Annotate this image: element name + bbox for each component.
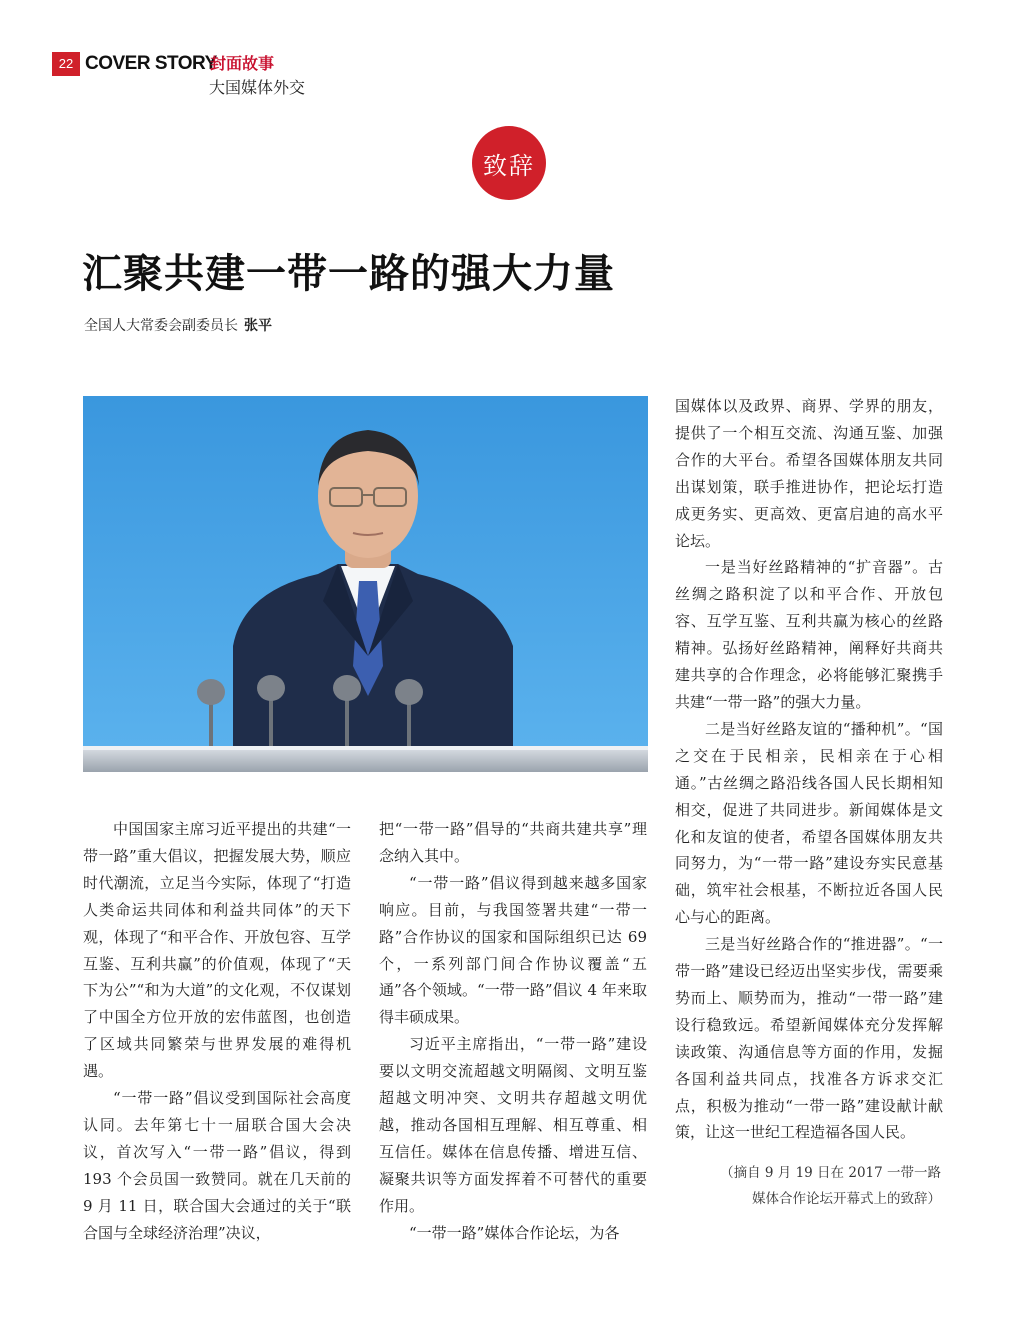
article-column-2	[379, 816, 647, 1247]
paragraph: 一是当好丝路精神的“扩音器”。古丝绸之路积淀了以和平合作、开放包容、互学互鉴、互利共赢为核心的丝路精神。弘扬好丝路精神，阐释好共商共建共享的合作理念，必将能够汇聚携手共建“一带一路”的强大力量。	[675, 558, 943, 711]
byline	[84, 316, 272, 336]
article-column-3	[675, 393, 943, 1146]
page-number: 22	[52, 52, 80, 76]
source-note	[675, 1160, 941, 1212]
subsection-label: 大国媒体外交	[209, 78, 306, 97]
byline-role: 全国人大常委会副委员长	[84, 318, 238, 334]
section-label-cn: 封面故事	[210, 54, 275, 73]
paragraph: “一带一路”倡议得到越来越多国家响应。目前，与我国签署共建“一带一路”合作协议的国家和国际组织已达 69 个，一系列部门间合作协议覆盖“五通”各个领域。“一带一路”倡议 4 年来取得丰硕成果。	[379, 873, 647, 1027]
paragraph: “一带一路”媒体合作论坛，为各	[409, 1223, 620, 1242]
byline-name: 张平	[244, 318, 272, 334]
paragraph: “一带一路”倡议受到国际社会高度认同。去年第七十一届联合国大会决议，首次写入“一带一路”倡议，得到 193 个会员国一致赞同。就在几天前的 9 月 11 日，联合国大会通过的关于“联合国与全球经济治理”决议，	[83, 1089, 351, 1242]
speaker-illustration	[83, 396, 648, 772]
paragraph: 中国国家主席习近平提出的共建“一带一路”重大倡议，把握发展大势，顺应时代潮流，立足当今实际，体现了“打造人类命运共同体和利益共同体”的天下观，体现了“和平合作、开放包容、互学互鉴、互利共赢”的价值观，体现了“天下为公”“和为大道”的文化观，不仅谋划了中国全方位开放的宏伟蓝图，也创造了区域共同繁荣与世界发展的难得机遇。	[83, 820, 351, 1081]
section-label-en: COVER STORY	[85, 53, 217, 74]
paragraph: 把“一带一路”倡导的“共商共建共享”理念纳入其中。	[379, 820, 647, 865]
speaker-photo	[83, 396, 648, 772]
source-note-line: 媒体合作论坛开幕式上的致辞）	[752, 1191, 941, 1207]
source-note-line: （摘自 9 月 19 日在 2017 一带一路	[720, 1165, 941, 1181]
article-column-1	[83, 816, 351, 1247]
paragraph: 二是当好丝路友谊的“播种机”。“国之交在于民相亲，民相亲在于心相通。”古丝绸之路沿线各国人民长期相知相交，促进了共同进步。新闻媒体是文化和友谊的使者，希望各国媒体朋友共同努力，为“一带一路”建设夯实民意基础，筑牢社会根基，不断拉近各国人民心与心的距离。	[675, 719, 943, 927]
speech-badge: 致辞	[472, 126, 546, 200]
paragraph: 国媒体以及政界、商界、学界的朋友，提供了一个相互交流、沟通互鉴、加强合作的大平台。希望各国媒体朋友共同出谋划策，联手推进协作，把论坛打造成更务实、更高效、更富启迪的高水平论坛。	[675, 397, 943, 550]
paragraph: 三是当好丝路合作的“推进器”。“一带一路”建设已经迈出坚实步伐，需要乘势而上、顺势而为，推动“一带一路”建设行稳致远。希望新闻媒体充分发挥解读政策、沟通信息等方面的作用，发掘各国利益共同点，找准各方诉求交汇点，积极为推动“一带一路”建设献计献策，让这一世纪工程造福各国人民。	[675, 935, 943, 1142]
article-title: 汇聚共建一带一路的强大力量	[82, 251, 615, 297]
paragraph: 习近平主席指出，“一带一路”建设要以文明交流超越文明隔阂、文明互鉴超越文明冲突、文明共存超越文明优越，推动各国相互理解、相互尊重、相互信任。媒体在信息传播、增进互信、凝聚共识等方面发挥着不可替代的重要作用。	[379, 1035, 647, 1215]
